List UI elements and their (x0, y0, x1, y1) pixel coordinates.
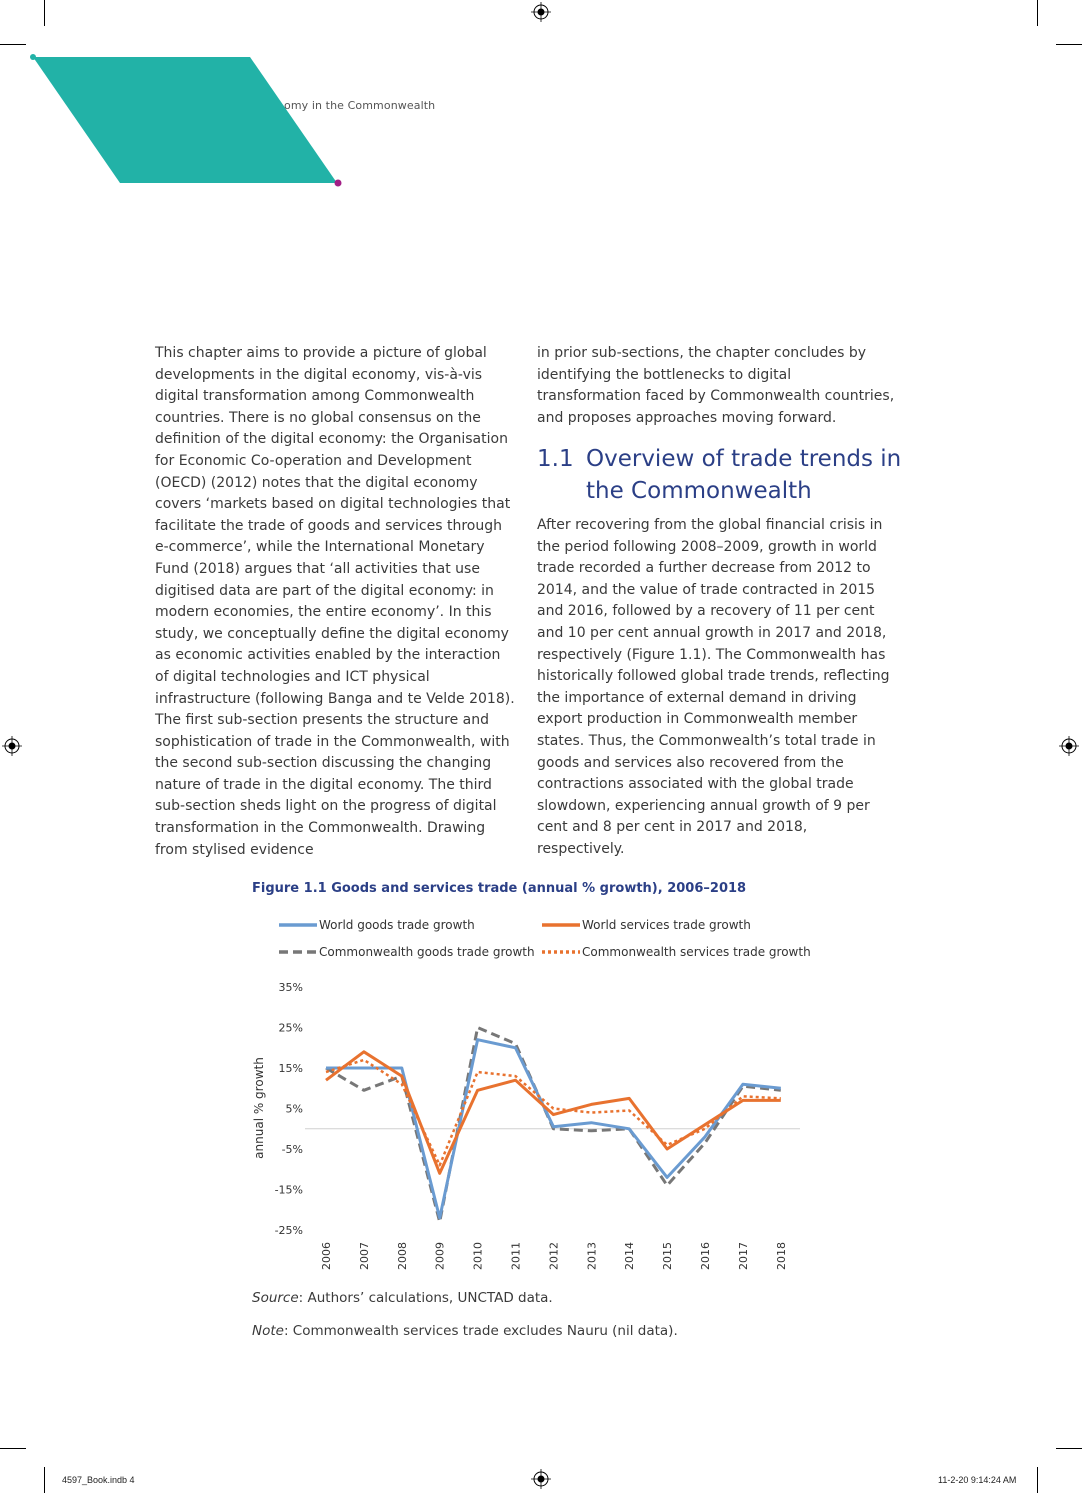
legend-label: Commonwealth services trade growth (582, 945, 811, 959)
x-tick-label: 2007 (357, 1242, 371, 1270)
slug-file-name: 4597_Book.indb 4 (62, 1475, 135, 1485)
y-tick-label: 25% (278, 1021, 303, 1035)
x-tick-label: 2009 (433, 1242, 447, 1270)
registration-mark-icon (531, 1469, 551, 1489)
source-text: : Authors’ calculations, UNCTAD data. (298, 1290, 553, 1306)
x-tick-label: 2013 (585, 1242, 599, 1270)
crop-mark (1037, 1467, 1038, 1493)
x-tick-label: 2016 (699, 1242, 712, 1270)
x-tick-label: 2006 (320, 1242, 333, 1270)
y-axis-ticks (275, 981, 303, 1237)
x-tick-label: 2012 (547, 1242, 561, 1270)
body-text-left-column: This chapter aims to provide a picture of global developments in the digital economy, vis-à-vis digital transformation among Commonwealth countries. There is no global consensus on the definition of the digital economy: the Organisation for Economic Co-operation and Development (OECD) (2012) notes that the digital economy covers ‘markets based on digital technologies that facilitate the trade of goods and services through e-commerce’, while the International Monetary Fund (2018) argues that ‘all activities that use digitised data are part of the digital economy: in modern economies, the entire economy’. In this study, we conceptually define the digital economy as economic activities enabled by the interaction of digital technologies and ICT physical infrastructure (following Banga and te Velde 2018). The first sub-section presents the structure and sophistication of trade in the Commonwealth, with the second sub-section discussing the changing nature of trade in the digital economy. The third sub-section sheds light on the progress of digital transformation in the Commonwealth. Drawing from stylised evidence (155, 345, 515, 858)
note-label: Note (252, 1323, 284, 1339)
note-text: : Commonwealth services trade excludes Nauru (nil data). (283, 1323, 678, 1339)
slug-timestamp: 11-2-20 9:14:24 AM (938, 1475, 1017, 1485)
y-tick-label: 15% (278, 1062, 303, 1075)
registration-mark-icon (531, 2, 551, 22)
crop-mark (1056, 44, 1082, 45)
x-tick-label: 2018 (774, 1242, 788, 1270)
crop-mark (44, 1467, 45, 1493)
source-label: Source (252, 1290, 299, 1306)
line-chart (245, 908, 815, 1283)
x-tick-label: 2010 (471, 1242, 485, 1270)
y-tick-label: 5% (285, 1102, 303, 1116)
body-text-right-column-bottom: After recovering from the global financial crisis in the period following 2008–2009, growth in world trade recorded a further decrease from 2012 to 2014, and the value of trade contracted in 2015 and 2016, followed by a recovery of 11 per cent and 10 per cent annual growth in 2017 and 2018, respectively (Figure 1.1). The Commonwealth has historically followed global trade trends, reflecting the importance of external demand in driving export production in Commonwealth member states. Thus, the Commonwealth’s total trade in goods and services also recovered from the contractions associated with the global trade slowdown, experiencing annual growth of 9 per cent and 8 per cent in 2017 and 2018, respectively. (537, 517, 890, 857)
figure-source (252, 1290, 553, 1306)
section-number: 1.1 (537, 446, 574, 472)
legend-label: World services trade growth (582, 918, 751, 932)
y-tick-label: -15% (274, 1183, 303, 1197)
x-tick-label: 2008 (395, 1242, 409, 1270)
legend-label: Commonwealth goods trade growth (319, 945, 535, 959)
figure-note (252, 1323, 678, 1339)
y-axis-title: annual % growth (252, 1057, 266, 1159)
accent-dot-small (30, 54, 36, 60)
x-tick-label: 2014 (623, 1242, 637, 1270)
crop-mark (0, 1448, 26, 1449)
chart-legend (279, 918, 811, 959)
legend-label: World goods trade growth (319, 918, 475, 932)
y-tick-label: 35% (278, 981, 303, 994)
body-text-right-column-top: in prior sub-sections, the chapter concludes by identifying the bottlenecks to digital transformation faced by Commonwealth countries, and proposes approaches moving forward. (537, 345, 895, 426)
series-lines (326, 1028, 781, 1222)
crop-mark (1056, 1448, 1082, 1449)
crop-mark (1037, 0, 1038, 26)
series-line-commonwealth-services-trade-growth (326, 1060, 781, 1165)
teal-parallelogram (33, 57, 337, 183)
x-axis-ticks (320, 1242, 788, 1270)
x-tick-label: 2011 (509, 1242, 523, 1270)
registration-mark-icon (2, 736, 22, 756)
y-tick-label: -5% (281, 1143, 303, 1156)
registration-mark-icon (1059, 736, 1079, 756)
section-title: Overview of trade trends in the Commonwealth (586, 446, 902, 504)
accent-dot (335, 180, 342, 187)
x-tick-label: 2017 (736, 1242, 750, 1270)
y-tick-label: -25% (274, 1224, 303, 1237)
running-head: omy in the Commonwealth (284, 99, 436, 112)
figure-title: Figure 1.1 Goods and services trade (annual % growth), 2006–2018 (252, 881, 747, 896)
series-line-world-services-trade-growth (326, 1052, 781, 1174)
x-tick-label: 2015 (661, 1242, 675, 1270)
